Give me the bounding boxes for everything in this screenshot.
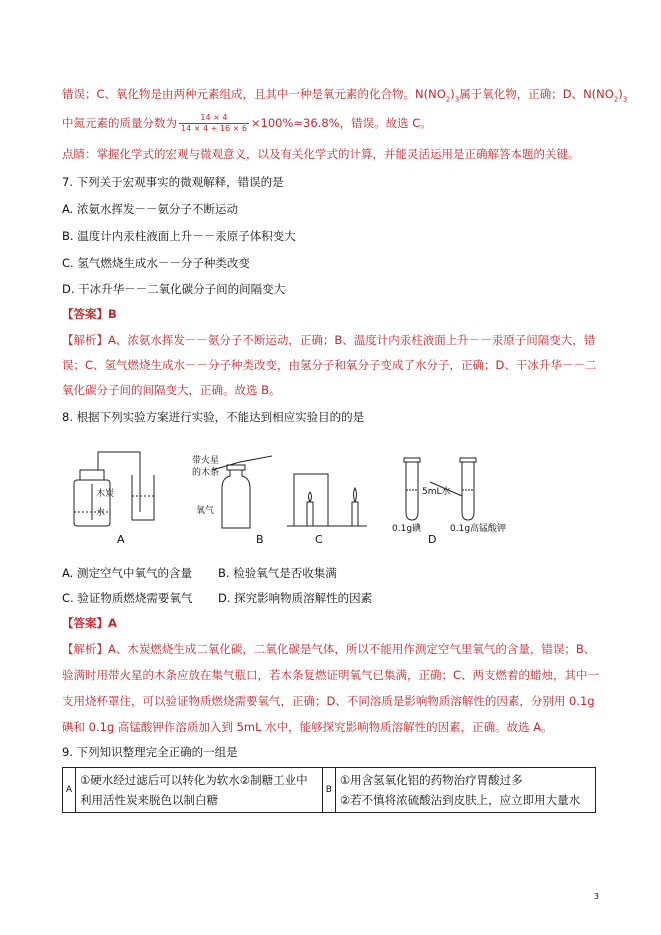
figure-b-letter: B [256, 533, 264, 546]
figure-a-label-water: 水 [96, 508, 106, 518]
figure-d-letter: D [428, 533, 437, 546]
figure-d-label-kmno4: 0.1g高锰酸钾 [450, 524, 507, 534]
q9-knowledge-table [62, 767, 596, 813]
figure-b-label-oxygen: 氧气 [196, 506, 215, 516]
q8-option-d: D. 探究影响物质溶解性的因素 [218, 591, 373, 605]
mass-fraction: $\frac{14 \times 4}{14 \times 4 + 16 \times 6}$ [181, 113, 247, 133]
figure-d-label-water: 5mL水 [422, 487, 451, 497]
q7-option-d: D. 干冰升华－－二氧化碳分子间的间隔变大 [62, 282, 286, 296]
q8-option-a: A. 测定空气中氧气的含量 [62, 566, 192, 580]
q6-tail-line2: 中氮元素的质量分数为 $\frac{14 \times 4}{14 \times 4 + 16 \times 6}$ ×100%≈36.8%，错误。故选 C。 [62, 113, 432, 133]
page-number: 3 [594, 892, 600, 901]
figure-a-letter: A [117, 533, 125, 546]
figure-c-apparatus [287, 474, 367, 526]
figure-c-letter: C [315, 533, 323, 546]
q7-analysis-2: 误；C、氢气燃烧生成水－－分子种类改变，由氢分子和氧分子变成了水分子，正确；D、干冰升华－－二 [62, 358, 597, 372]
q8-option-c: C. 验证物质燃烧需要氧气 [62, 591, 193, 605]
q6-tail-line1: 错误；C、氧化物是由两种元素组成，且其中一种是氧元素的化合物。$N(NO_2)_3$属于氧化物，正确；D、$N(NO_2)_3$ [62, 87, 628, 104]
q7-analysis-1: 【解析】A、浓氨水挥发－－氨分子不断运动，正确；B、温度计内汞柱液面上升－－汞原子间隔变大，错 [62, 333, 596, 347]
q7-stem: 7. 下列关于宏观事实的微观解释，错误的是 [62, 175, 284, 189]
figure-a-label-charcoal: 木炭 [96, 489, 115, 499]
q9-row-b-line1: ①用含氢氧化铝的药物治疗胃酸过多 [339, 773, 523, 787]
q7-option-c: C. 氢气燃烧生成水－－分子种类改变 [62, 256, 250, 270]
q8-analysis-2: 验满时用带火星的木条应放在集气瓶口，若木条复燃证明氧气已集满，正确；C、两支燃着的蜡烛，其中一 [62, 668, 600, 682]
figure-b-label-splint-2: 的木条 [192, 468, 220, 478]
q7-option-a: A. 浓氨水挥发－－氨分子不断运动 [62, 202, 238, 216]
figure-d-label-iodine: 0.1g碘 [392, 524, 422, 534]
q8-option-b: B. 检验氧气是否收集满 [218, 566, 337, 580]
q8-analysis-4: 碘和 0.1g 高锰酸钾作溶质加入到 5mL 水中，能够探究影响物质溶解性的因素，正确。故选 A。 [62, 720, 553, 734]
q8-analysis-1: 【解析】A、木炭燃烧生成二氧化碳，二氧化碳是气体，所以不能用作测定空气里氧气的含量，错误；B、 [62, 642, 596, 656]
q9-row-a-line1: ①硬水经过滤后可以转化为软水②制糖工业中 [80, 773, 308, 787]
q7-option-b: B. 温度计内汞柱液面上升－－汞原子体积变大 [62, 229, 296, 243]
q9-row-b-line2: ②若不慎将浓硫酸沾到皮肤上，应立即用大量水 [339, 793, 581, 807]
q9-row-a-content [76, 768, 323, 813]
q9-row-a-line2: 利用活性炭来脱色以制白糖 [80, 793, 218, 807]
q8-answer: 【答案】A [62, 616, 117, 630]
q9-row-b-tag: B [322, 768, 335, 813]
q9-row-b-content [335, 768, 595, 813]
q7-answer: 【答案】B [62, 307, 117, 321]
q9-row-a-tag: A [63, 768, 76, 813]
figure-b-apparatus [212, 456, 272, 528]
q7-analysis-3: 氧化碳分子间的间隔变大，正确。故选 B。 [62, 383, 281, 397]
q9-stem: 9. 下列知识整理完全正确的一组是 [62, 745, 238, 759]
q8-analysis-3: 支用烧杯罩住，可以验证物质燃烧需要氧气，正确；D、不同溶质是影响物质溶解性的因素，分别用 0.1g [62, 694, 595, 708]
figure-b-label-splint-1: 带火星 [192, 456, 220, 466]
q6-tip: 点睛：掌握化学式的宏观与微观意义，以及有关化学式的计算，并能灵活运用是正确解答本题的关键。 [62, 147, 580, 161]
q8-stem: 8. 根据下列实验方案进行实验，不能达到相应实验目的的是 [62, 410, 365, 424]
